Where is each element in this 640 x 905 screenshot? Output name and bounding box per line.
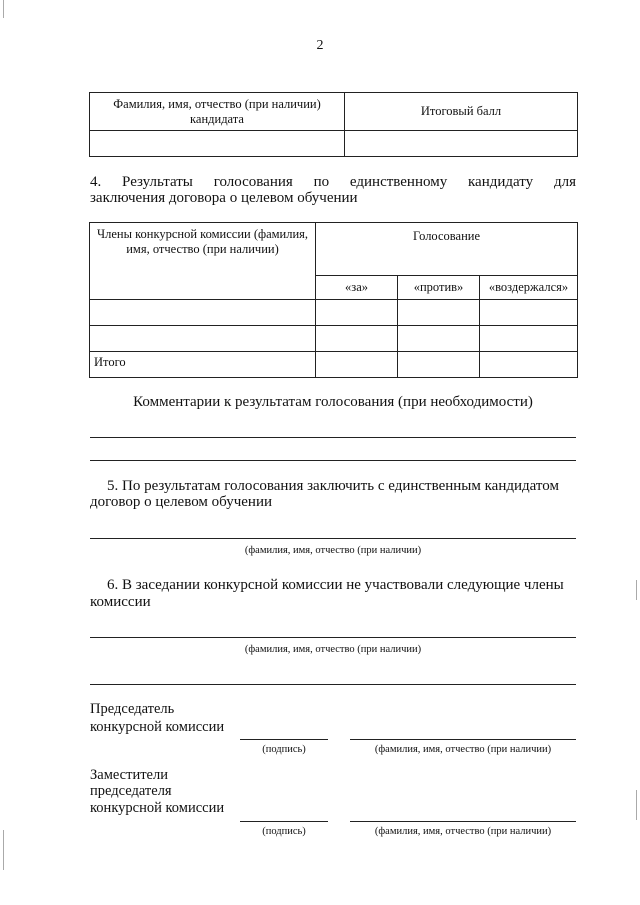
section5-line2: договор о целевом обучении	[90, 494, 272, 510]
scan-edge-mark	[636, 790, 637, 820]
scan-edge-mark	[3, 830, 4, 870]
name-caption: (фамилия, имя, отчество (при наличии)	[374, 826, 552, 837]
name-line	[350, 739, 576, 740]
fill-line	[90, 637, 576, 638]
vote-cell	[398, 300, 480, 326]
final-score-header: Итоговый балл	[345, 93, 578, 131]
section6-line1: 6. В заседании конкурсной комиссии не участвовали следующие члены	[107, 577, 564, 593]
deputy-label-line1: Заместители	[90, 767, 168, 783]
scan-edge-mark	[3, 0, 4, 18]
vote-cell	[316, 352, 398, 378]
chair-label-line2: конкурсной комиссии	[90, 719, 225, 735]
table-row	[90, 326, 578, 352]
deputy-label-line2: председателя	[90, 783, 172, 799]
section6-line2: комиссии	[90, 594, 151, 610]
candidate-name-cell	[90, 131, 345, 157]
vote-for-header: «за»	[316, 276, 398, 300]
scan-edge-mark	[636, 580, 637, 600]
name-caption: (фамилия, имя, отчество (при наличии)	[374, 744, 552, 755]
section5-line1: 5. По результатам голосования заключить с единственным кандидатом	[107, 478, 559, 494]
signature-line	[240, 821, 328, 822]
signature-caption: (подпись)	[262, 826, 306, 837]
total-label: Итого	[90, 352, 316, 378]
table-row	[90, 300, 578, 326]
name-line	[350, 821, 576, 822]
section6-caption: (фамилия, имя, отчество (при наличии)	[244, 644, 422, 655]
vote-abstained-header: «воздержался»	[480, 276, 578, 300]
voting-header: Голосование	[316, 223, 578, 276]
vote-cell	[480, 300, 578, 326]
vote-cell	[480, 352, 578, 378]
comment-line	[90, 437, 576, 438]
page-number: 2	[316, 38, 324, 53]
vote-against-header: «против»	[398, 276, 480, 300]
comments-heading: Комментарии к результатам голосования (при необходимости)	[133, 394, 533, 410]
members-header: Члены конкурсной комиссии (фамилия, имя, отчество (при наличии)	[90, 223, 316, 300]
fill-line	[90, 684, 576, 685]
section5-caption: (фамилия, имя, отчество (при наличии)	[244, 545, 422, 556]
signature-caption: (подпись)	[262, 744, 306, 755]
vote-cell	[316, 326, 398, 352]
vote-cell	[398, 352, 480, 378]
comment-line	[90, 460, 576, 461]
member-cell	[90, 300, 316, 326]
vote-cell	[316, 300, 398, 326]
signature-line	[240, 739, 328, 740]
member-cell	[90, 326, 316, 352]
total-row	[90, 352, 578, 378]
section4-line1: 4. Результаты голосования по единственному кандидату для	[90, 174, 576, 190]
candidate-name-header: Фамилия, имя, отчество (при наличии) кандидата	[90, 93, 345, 131]
voting-table	[89, 222, 578, 378]
deputy-label-line3: конкурсной комиссии	[90, 800, 225, 816]
candidate-score-table	[89, 92, 578, 157]
fill-line	[90, 538, 576, 539]
vote-cell	[480, 326, 578, 352]
chair-label-line1: Председатель	[90, 701, 175, 717]
section4-line2: заключения договора о целевом обучении	[90, 190, 358, 206]
vote-cell	[398, 326, 480, 352]
final-score-cell	[345, 131, 578, 157]
